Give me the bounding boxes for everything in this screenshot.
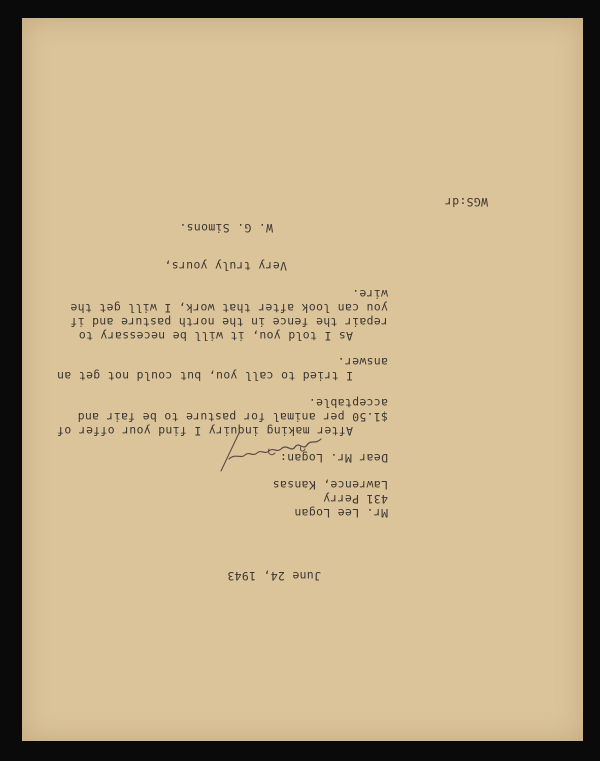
paragraph3-line3: you can look after that work, I will get the [70, 301, 388, 315]
letter-paper [22, 18, 583, 741]
closing: Very truly yours, [164, 259, 287, 273]
paragraph3-line2: repair the fence in the north pasture and if [70, 315, 388, 329]
paragraph3-line1: As I told you, it will be necessary to [78, 329, 353, 343]
recipient-city: Lawrence, Kansas [272, 478, 388, 492]
paragraph1-line1: After making inquiry I find your offer of [56, 424, 353, 438]
signature-typed: W. G. Simons. [179, 221, 273, 235]
typist-initials: WGS:dr [444, 195, 488, 209]
paragraph2-line2: answer. [337, 355, 388, 369]
paragraph3-line4: wire. [351, 287, 388, 301]
recipient-name: Mr. Lee Logan [294, 506, 388, 520]
paragraph1-line3: acceptable. [308, 396, 388, 410]
paragraph1-line2: $1.50 per animal for pasture to be fair and [77, 410, 388, 424]
salutation: Dear Mr. Logan: [279, 451, 388, 465]
letter-date: June 24, 1943 [227, 569, 321, 583]
letter-content-rotated [22, 18, 583, 741]
handwritten-note [215, 431, 325, 479]
paragraph2-line1: I tried to call you, but could not get an [56, 369, 353, 383]
recipient-street: 431 Perry [322, 492, 388, 506]
